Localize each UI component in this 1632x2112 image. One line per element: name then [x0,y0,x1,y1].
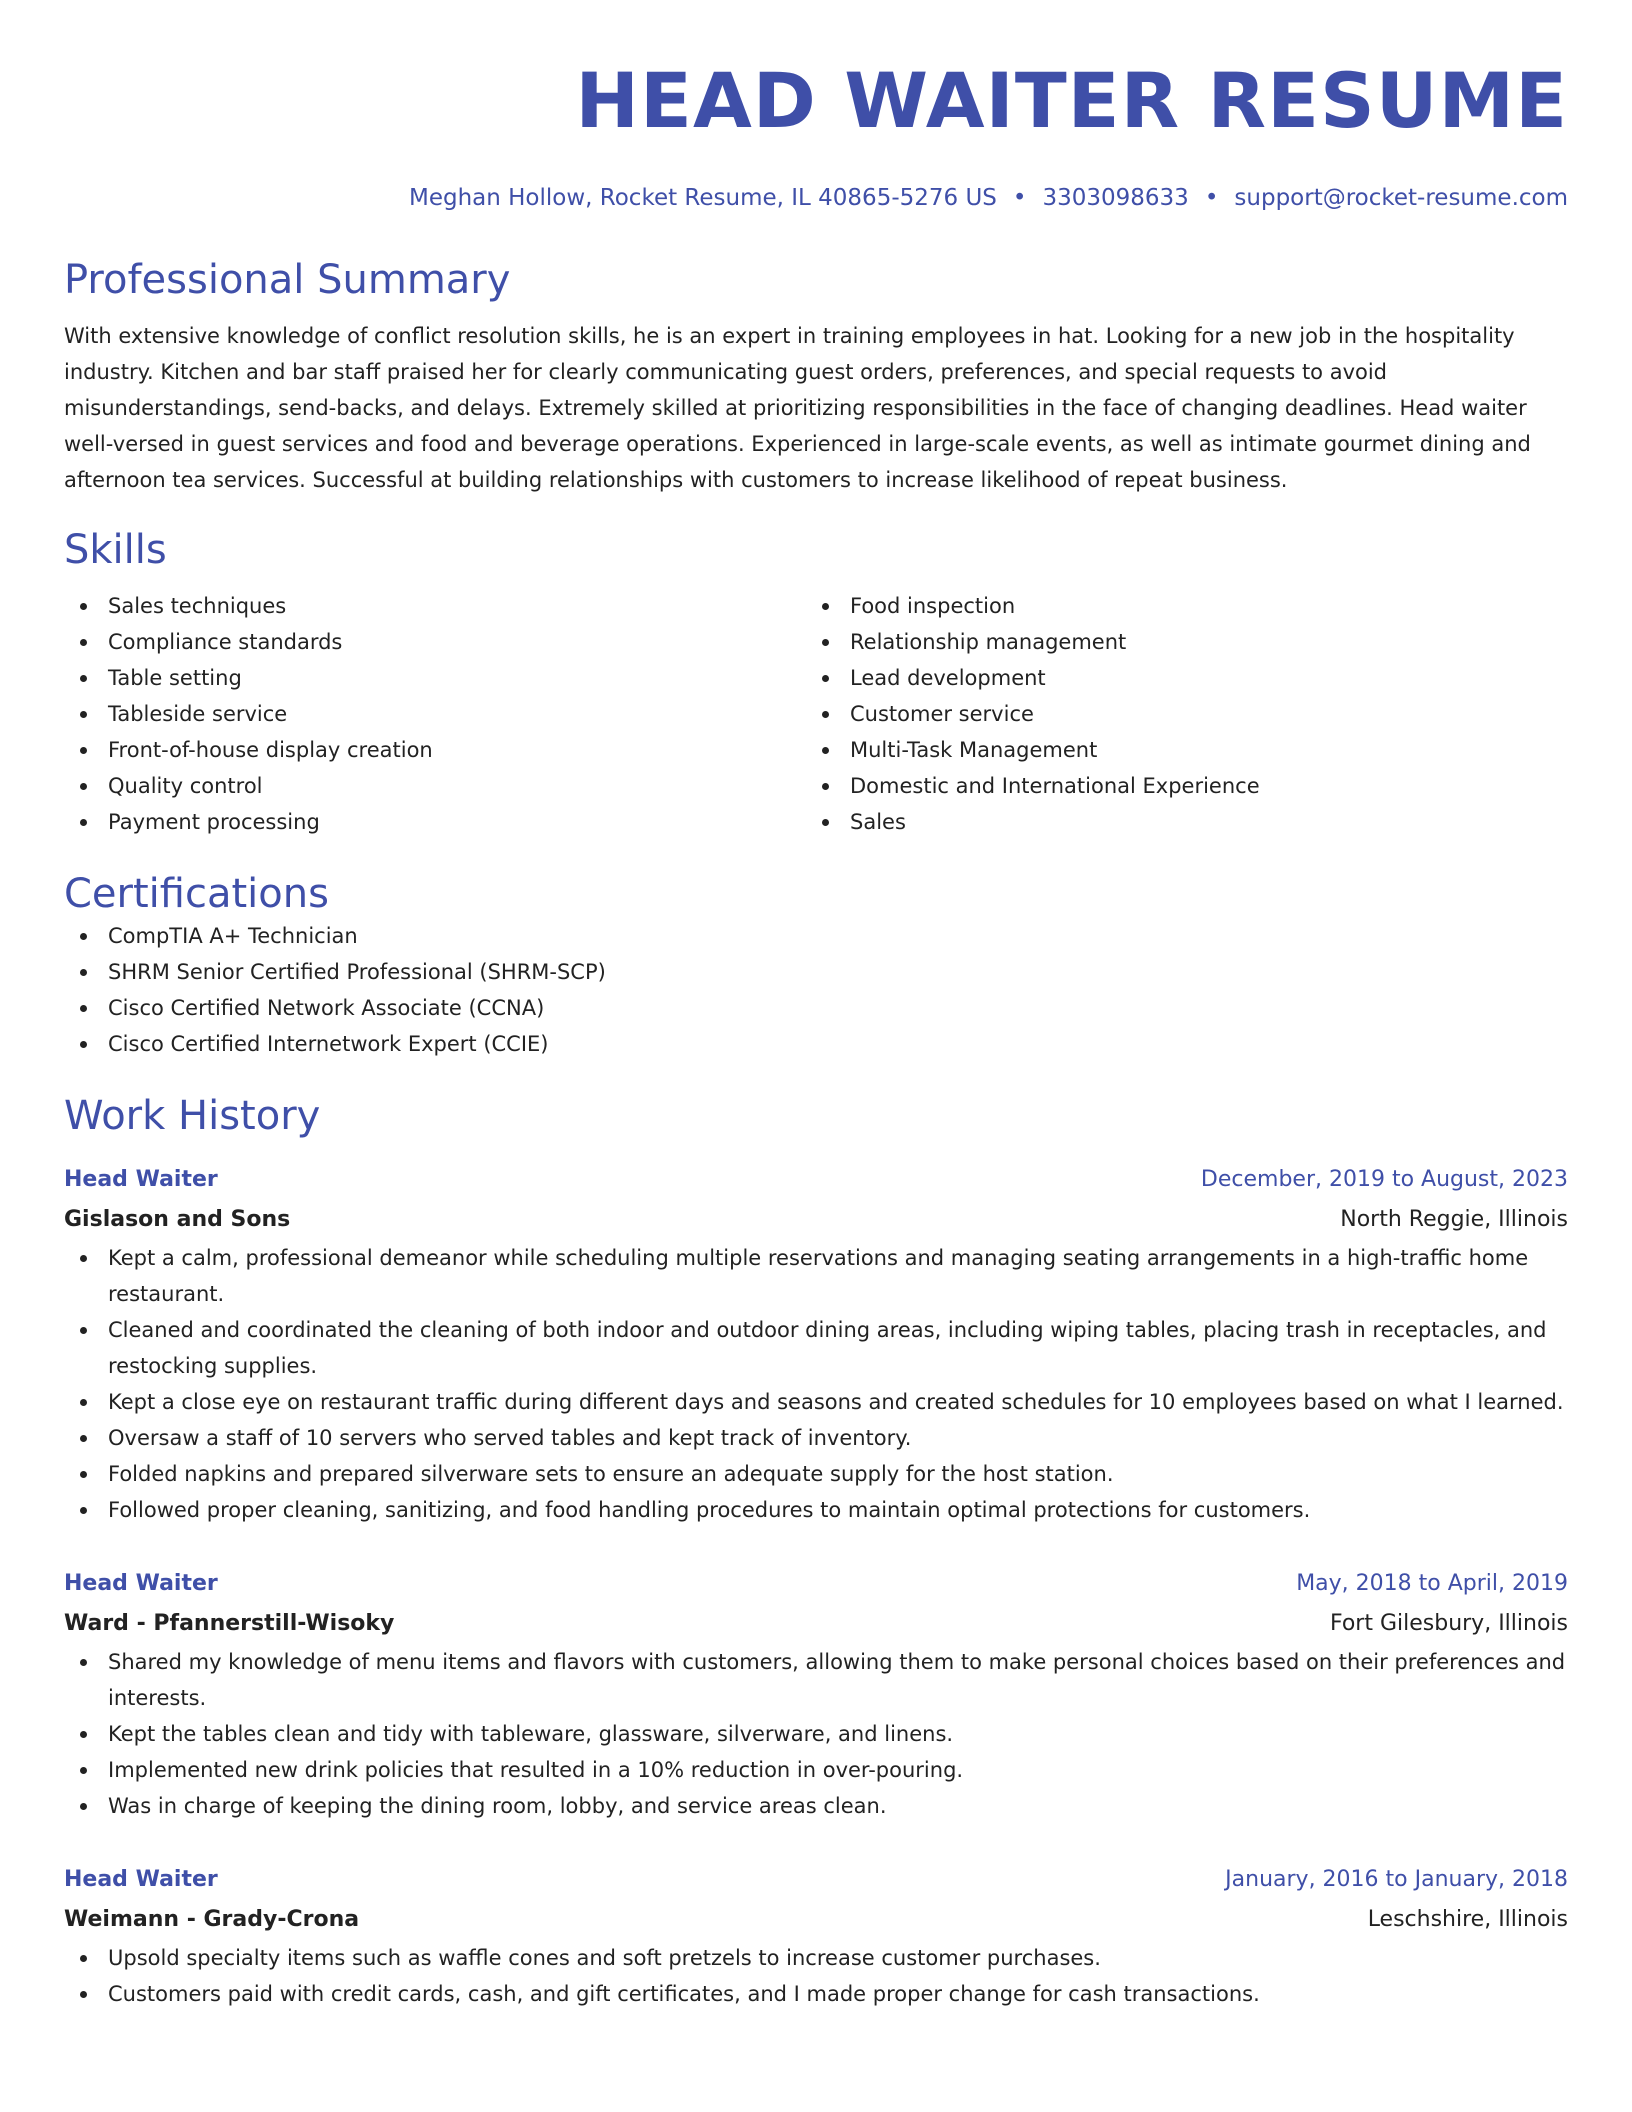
job-bullet: Customers paid with credit cards, cash, and gift certificates, and I made proper change for cash transactions. [64,1976,1568,2012]
skill-item: Front-of-house display creation [64,732,806,768]
job-bullets [64,1940,1568,2012]
job-location: Fort Gilesbury, Illinois [1329,1611,1568,1636]
contact-separator: • [1012,185,1027,211]
job-company-row [64,1900,1568,1940]
job-company-row [64,1200,1568,1240]
skill-item: Table setting [64,660,806,696]
skill-item: Relationship management [806,624,1548,660]
skills-columns [64,588,1568,840]
skills-column-left [64,588,806,840]
job-entry [64,1160,1568,1528]
resume-page [64,0,1568,2012]
job-bullet: Folded napkins and prepared silverware sets to ensure an adequate supply for the host station. [64,1456,1568,1492]
job-bullet: Kept a close eye on restaurant traffic during different days and seasons and created schedules for 10 employees based on what I learned. [64,1384,1568,1420]
contact-email: support@rocket-resume.com [1234,185,1568,211]
contact-address: Meghan Hollow, Rocket Resume, IL 40865-5276 US [408,185,997,211]
skill-item: Customer service [806,696,1548,732]
job-title: Head Waiter [64,1571,218,1596]
certification-item: Cisco Certified Network Associate (CCNA) [64,990,1568,1026]
contact-separator: • [1204,185,1219,211]
job-location: Leschshire, Illinois [1367,1907,1568,1932]
job-title-row [64,1860,1568,1900]
job-bullet: Cleaned and coordinated the cleaning of both indoor and outdoor dining areas, including wiping tables, placing trash in receptacles, and restocking supplies. [64,1312,1568,1384]
contact-phone: 3303098633 [1042,185,1189,211]
job-title: Head Waiter [64,1167,218,1192]
job-location: North Reggie, Illinois [1340,1207,1568,1232]
work-history-heading: Work History [64,1093,321,1139]
job-company: Gislason and Sons [64,1207,291,1232]
job-dates: May, 2018 to April, 2019 [1296,1571,1568,1596]
job-title: Head Waiter [64,1867,218,1892]
certifications-heading: Certifications [64,871,329,917]
job-bullet: Shared my knowledge of menu items and flavors with customers, allowing them to make personal choices based on their preferences and interests. [64,1644,1568,1716]
skill-item: Quality control [64,768,806,804]
job-company: Ward - Pfannerstill-Wisoky [64,1611,395,1636]
job-bullets [64,1644,1568,1824]
skills-column-right [806,588,1548,840]
skill-item: Compliance standards [64,624,806,660]
job-dates: January, 2016 to January, 2018 [1225,1867,1568,1892]
summary-text: With extensive knowledge of conflict resolution skills, he is an expert in training employees in hat. Looking for a new job in the hospitality industry. Kitchen and bar staff praised her for clearly communicating guest orders, preferences, and special requests to avoid misunderstandings, send-backs, and delays. Extremely skilled at prioritizing responsibilities in the face of changing deadlines. Head waiter well-versed in guest services and food and beverage operations. Experienced in large-scale events, as well as intimate gourmet dining and afternoon tea services. Successful at building relationships with customers to increase likelihood of repeat business. [64,324,1531,492]
skill-item: Lead development [806,660,1548,696]
certification-item: SHRM Senior Certified Professional (SHRM-SCP) [64,954,1568,990]
job-dates: December, 2019 to August, 2023 [1200,1167,1568,1192]
job-company-row [64,1604,1568,1644]
job-bullets [64,1240,1568,1528]
skills-heading: Skills [64,527,167,573]
job-bullet: Implemented new drink policies that resulted in a 10% reduction in over-pouring. [64,1752,1568,1788]
skill-item: Tableside service [64,696,806,732]
certification-item: CompTIA A+ Technician [64,918,1568,954]
job-bullet: Upsold specialty items such as waffle cones and soft pretzels to increase customer purchases. [64,1940,1568,1976]
skill-item: Food inspection [806,588,1548,624]
summary-heading: Professional Summary [64,257,511,303]
job-entry [64,1564,1568,1824]
skill-item: Payment processing [64,804,806,840]
skills-list-left [64,588,806,840]
skills-list-right [806,588,1548,840]
job-entry [64,1860,1568,2012]
certification-item: Cisco Certified Internetwork Expert (CCIE) [64,1026,1568,1062]
skill-item: Sales [806,804,1548,840]
job-bullet: Was in charge of keeping the dining room, lobby, and service areas clean. [64,1788,1568,1824]
job-title-row [64,1564,1568,1604]
job-bullet: Followed proper cleaning, sanitizing, and food handling procedures to maintain optimal protections for customers. [64,1492,1568,1528]
resume-title: HEAD WAITER RESUME [575,56,1568,145]
skill-item: Sales techniques [64,588,806,624]
job-company: Weimann - Grady-Crona [64,1907,360,1932]
contact-line [64,182,1568,214]
certifications-list [64,918,1568,1062]
job-title-row [64,1160,1568,1200]
skill-item: Domestic and International Experience [806,768,1548,804]
job-bullet: Kept a calm, professional demeanor while scheduling multiple reservations and managing seating arrangements in a high-traffic home restaurant. [64,1240,1568,1312]
skill-item: Multi-Task Management [806,732,1548,768]
job-bullet: Oversaw a staff of 10 servers who served tables and kept track of inventory. [64,1420,1568,1456]
job-bullet: Kept the tables clean and tidy with tableware, glassware, silverware, and linens. [64,1716,1568,1752]
